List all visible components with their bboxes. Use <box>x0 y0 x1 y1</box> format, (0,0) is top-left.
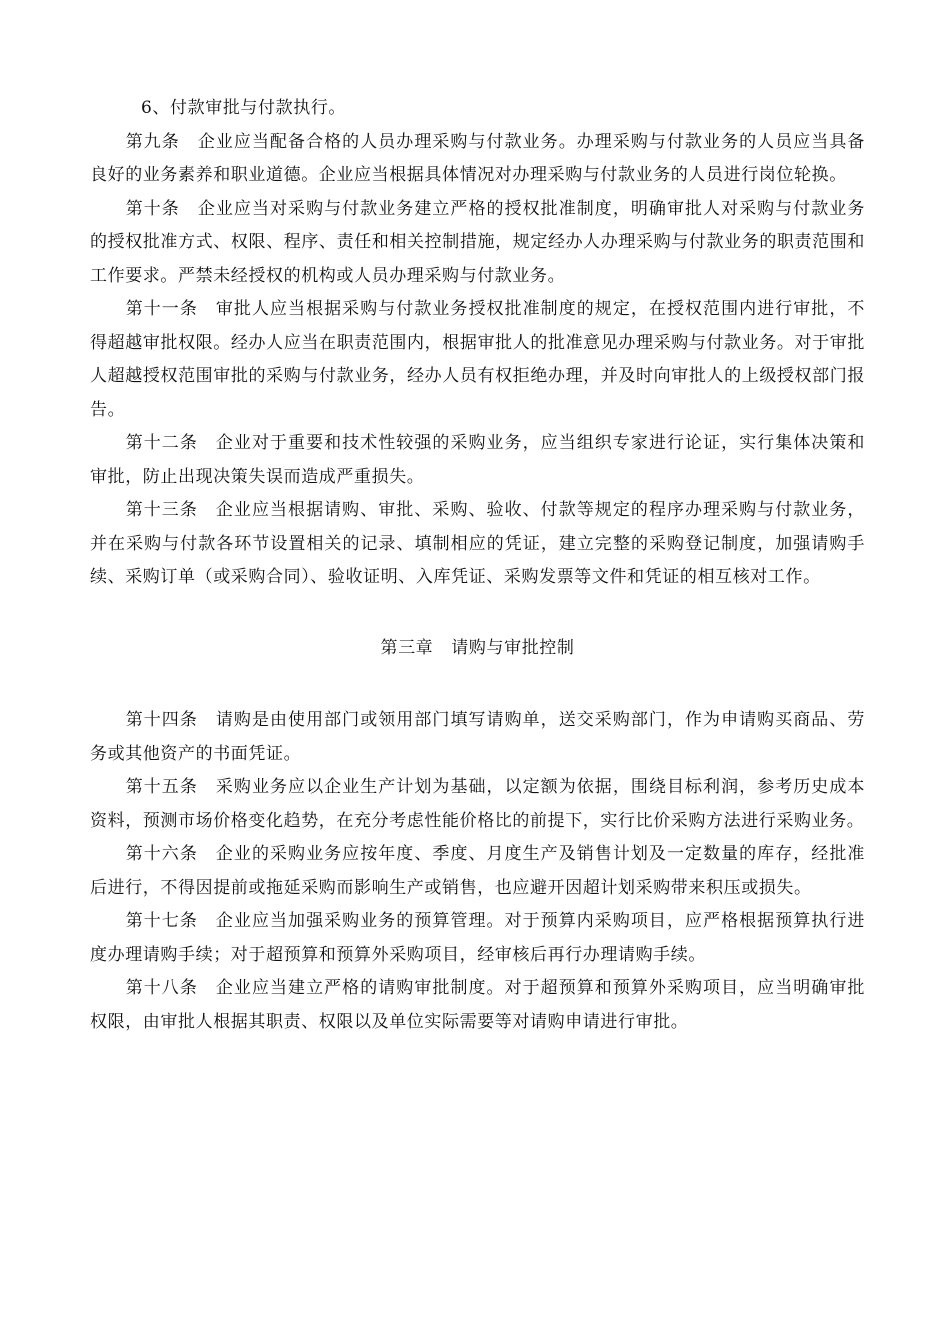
article-16 <box>90 838 865 905</box>
document-page <box>90 92 865 1039</box>
chapter-title: 请购与审批控制 <box>451 637 575 658</box>
article-text: 请购是由使用部门或领用部门填写请购单，送交采购部门，作为申请购买商品、劳务或其他资产的书面凭证。 <box>90 710 865 764</box>
article-text: 采购业务应以企业生产计划为基础，以定额为依据，围绕目标利润，参考历史成本资料，预测市场价格变化趋势，在充分考虑性能价格比的前提下，实行比价采购方法进行采购业务。 <box>90 777 865 831</box>
chapter-heading <box>90 632 865 666</box>
article-number: 第十七条 <box>125 911 198 931</box>
article-text: 企业应当建立严格的请购审批制度。对于超预算和预算外采购项目，应当明确审批权限，由审批人根据其职责、权限以及单位实际需要等对请购申请进行审批。 <box>90 978 865 1032</box>
article-text: 审批人应当根据采购与付款业务授权批准制度的规定，在授权范围内进行审批，不得超越审批权限。经办人应当在职责范围内，根据审批人的批准意见办理采购与付款业务。对于审批人超越授权范围审批的采购与付款业务，经办人员有权拒绝办理，并及时向审批人的上级授权部门报告。 <box>90 299 865 420</box>
article-text: 企业应当加强采购业务的预算管理。对于预算内采购项目，应严格根据预算执行进度办理请购手续；对于超预算和预算外采购项目，经审核后再行办理请购手续。 <box>90 911 865 965</box>
article-number: 第十条 <box>125 198 180 219</box>
article-11 <box>90 293 865 427</box>
article-text: 企业应当对采购与付款业务建立严格的授权批准制度，明确审批人对采购与付款业务的授权批准方式、权限、程序、责任和相关控制措施，规定经办人办理采购与付款业务的职责范围和工作要求。严禁未经授权的机构或人员办理采购与付款业务。 <box>90 198 865 286</box>
article-18 <box>90 972 865 1039</box>
article-15 <box>90 771 865 838</box>
article-14 <box>90 704 865 771</box>
article-12 <box>90 427 865 494</box>
article-number: 第十三条 <box>125 500 198 520</box>
article-text: 企业应当配备合格的人员办理采购与付款业务。办理采购与付款业务的人员应当具备良好的业务素养和职业道德。企业应当根据具体情况对办理采购与付款业务的人员进行岗位轮换。 <box>90 131 865 185</box>
article-10 <box>90 193 865 294</box>
article-number: 第十四条 <box>125 710 198 730</box>
article-text: 企业对于重要和技术性较强的采购业务，应当组织专家进行论证，实行集体决策和审批，防止出现决策失误而造成严重损失。 <box>90 433 865 487</box>
article-number: 第十二条 <box>125 433 198 453</box>
chapter-number: 第三章 <box>380 637 434 658</box>
article-number: 第十六条 <box>125 844 198 864</box>
article-13 <box>90 494 865 595</box>
list-item-6: 6、付款审批与付款执行。 <box>141 98 347 118</box>
article-number: 第九条 <box>125 131 180 152</box>
article-number: 第十五条 <box>125 777 198 797</box>
article-text: 企业应当根据请购、审批、采购、验收、付款等规定的程序办理采购与付款业务，并在采购与付款各环节设置相关的记录、填制相应的凭证，建立完整的采购登记制度，加强请购手续、采购订单（或采购合同）、验收证明、入库凭证、采购发票等文件和凭证的相互核对工作。 <box>90 500 865 587</box>
article-9 <box>90 126 865 193</box>
article-number: 第十一条 <box>125 299 198 319</box>
article-17 <box>90 905 865 972</box>
article-text: 企业的采购业务应按年度、季度、月度生产及销售计划及一定数量的库存，经批准后进行，不得因提前或拖延采购而影响生产或销售，也应避开因超计划采购带来积压或损失。 <box>90 844 865 898</box>
article-number: 第十八条 <box>125 978 198 998</box>
